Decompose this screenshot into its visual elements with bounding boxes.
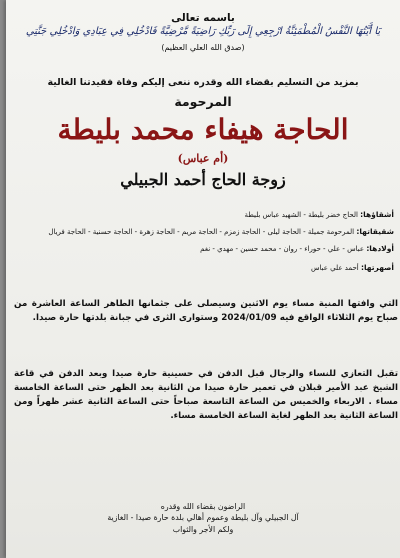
in-laws-list: أحمد علي عباس — [310, 264, 359, 272]
footer-line-2: آل الجبيلي وآل بليطة وعموم أهالي بلدة حارة صيدا - الغازية — [107, 513, 299, 523]
in-laws-label: أصهرتها: — [360, 263, 394, 272]
children-label: أولادها: — [366, 244, 394, 253]
verse-source: (صدق الله العلي العظيم) — [161, 43, 245, 52]
funeral-announcement: التي وافتها المنية مساء يوم الاثنين وسيصلى على جثمانها الطاهر الساعة العاشرة من صباح يوم الثلاثاء الواقع فيه 2024/01/09 وستوارى الثرى في جبانة بلدتها حارة صيدا. — [14, 299, 398, 324]
condolences-schedule: تقبل التعازي للنساء والرجال قبل الدفن في حسينية حارة صيدا وبعد الدفن في قاعة الشيخ عبد الأمير قبلان في تعمير حارة صيدا من الثانية بعد الظهر حتى الساعة الخامسة مساء . الاربعاء والخميس من الساعة التاسعة صباحاً حتى الساعة الثانية عشر ظهراً ومن الساعة الثانية بعد الظهر لغاية الساعة الخامسة مساء. — [14, 369, 398, 422]
intro-text: بمزيد من التسليم بقضاء الله وقدره ننعى إليكم وفاة فقيدتنا الغالية — [47, 77, 359, 88]
relatives-in-laws — [16, 264, 394, 273]
brothers-label: أشقاؤها: — [360, 210, 394, 219]
basmala-heading: باسمه تعالى — [171, 12, 235, 24]
footer-line-1: الراضون بقضاء الله وقدره — [160, 502, 246, 511]
sisters-label: شقيقاتها: — [356, 227, 394, 236]
obituary-page — [6, 0, 400, 558]
relatives-brothers — [16, 211, 394, 220]
deceased-name: الحاجة هيفاء محمد بليطة — [57, 113, 349, 146]
relatives-children — [16, 245, 394, 254]
footer-line-3: ولكم الأجر والثواب — [172, 524, 234, 534]
deceased-kunya: (أم عباس) — [177, 152, 229, 165]
brothers-list: الحاج خضر بليطة - الشهيد عباس بليطة — [244, 211, 358, 219]
sisters-list: المرحومة جميلة - الحاجة ليلى - الحاجة زمزم - الحاجة مريم - الحاجة زهرة - الحاجة حسنية - الحاجة فريال — [48, 228, 355, 236]
children-list: عباس - علي - حوراء - روان - محمد حسين - مهدي - نغم — [200, 245, 365, 253]
footer-signature — [6, 501, 400, 535]
quran-verse: يَا أَيَّتُهَا النَّفْسُ الْمُطْمَئِنَّةُ ارْجِعِي إِلَى رَبِّكِ رَاضِيَةً مَّرْضِيَّةً فَادْخُلِي فِي عِبَادِي وَادْخُلِي جَنَّتِي — [25, 26, 381, 37]
relatives-sisters — [16, 228, 394, 237]
deceased-label: المرحومة — [174, 94, 232, 109]
wife-of-line: زوجة الحاج أحمد الجبيلي — [120, 170, 286, 189]
